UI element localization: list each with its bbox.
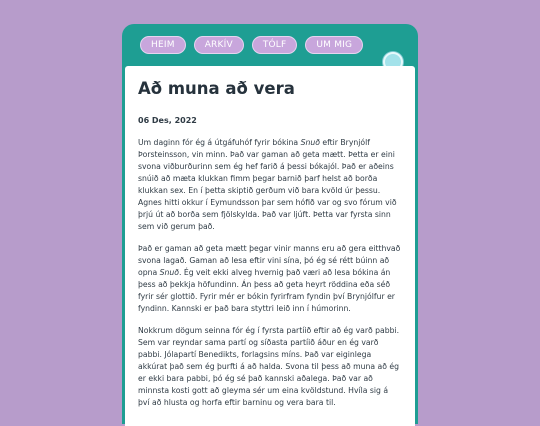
nav-home-button[interactable]: HEIM (140, 36, 186, 54)
nav-twelve-button[interactable]: TÓLF (252, 36, 298, 54)
post-date: 06 Des, 2022 (138, 116, 197, 125)
post-title: Að muna að vera (138, 79, 295, 98)
post-paragraph: Nokkrum dögum seinna fór ég í fyrsta partíið eftir að ég varð pabbi. Sem var reyndar sama partí og síðasta partíið áður en ég varð pabbi. Jólapartí Benedikts, forlagsins míns. Það var eiginlega akkúrat það sem ég þurfti á að halda. Svona til þess að muna að ég er ekki bara pabbi, þó ég sé það kannski aðalega. Það var að minnsta kosti gott að gleyma sér um eina kvöldstund. Hvíla sig á því að hlusta og horfa eftir barninu og vera bara til. (138, 326, 400, 407)
main-nav (140, 36, 363, 54)
post-paragraph: Það er gaman að geta mætt þegar vinir manns eru að gera eitthvað svona lagað. Gaman að lesa eftir vini sína, þó ég sé rétt búinn að opna Snuð. Ég veit ekki alveg hvernig það væri að lesa bókina án þess að þekkja höfundinn. Án þess að geta heyrt röddina eða séð fyrir sér glottið. Fyrir mér er bókin fyrirfram fyndin því Brynjólfur er fyndinn. Kannski er það bara styttri leið inn í húmorinn. (138, 244, 401, 313)
nav-archive-button[interactable]: ARKÍV (194, 36, 244, 54)
browser-window (122, 24, 418, 424)
post-paragraph: Um daginn fór ég á útgáfuhóf fyrir bókina Snuð eftir Brynjólf Þorsteinsson, vin minn. Það var gaman að geta mætt. Þetta er eini svona viðburðurinn sem ég hef farið á þessi bókajól. Það er aðeins snúið að mæta klukkan fimm þegar barnið þarf helst að borða klukkan sex. En í þetta skiptið gerðum við bara kvöld úr þessu. Agnes hitti okkur í Eymundsson þar sem hófið var og svo fórum við þrjú út að borða sem fjölskylda. Það var ljúft. Þetta var fyrsta sinn sem við gerum það. (138, 138, 397, 231)
post-content (125, 66, 415, 426)
nav-about-button[interactable]: UM MIG (305, 36, 363, 54)
